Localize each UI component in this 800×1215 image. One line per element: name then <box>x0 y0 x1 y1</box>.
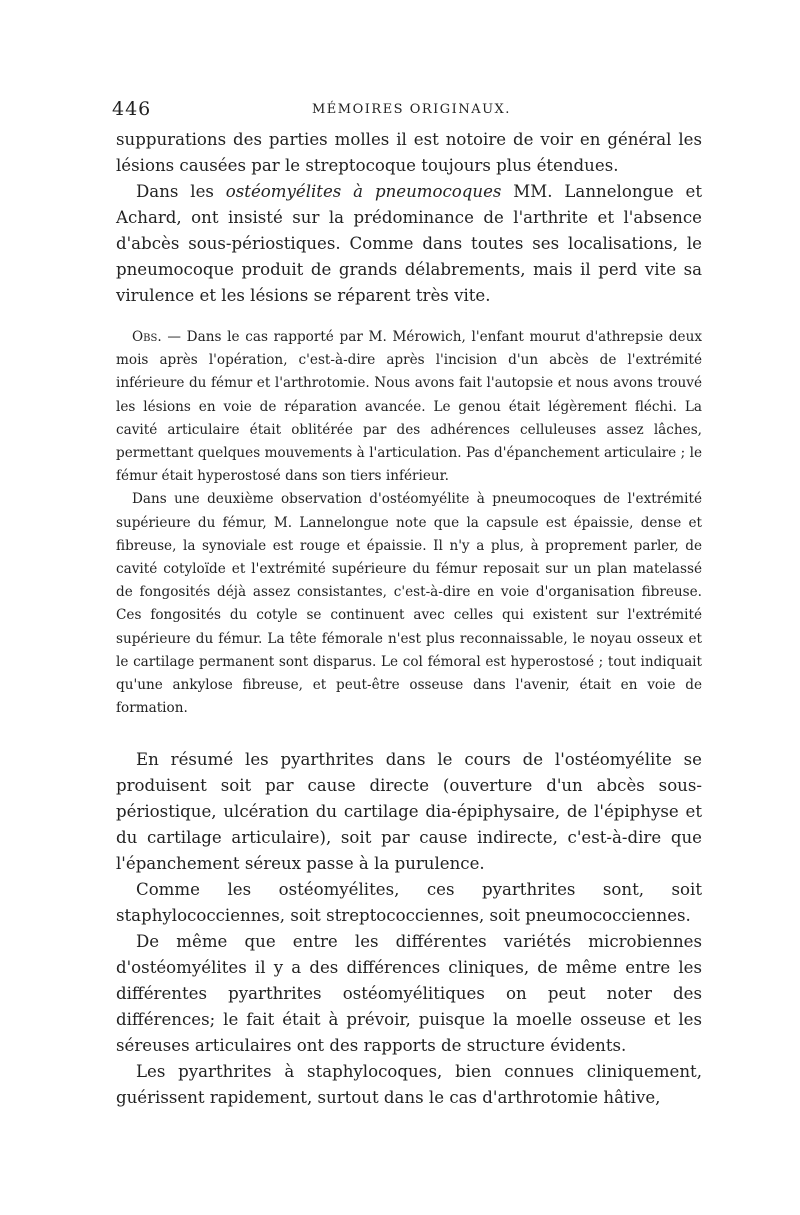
paragraph-resume: En résumé les pyarthrites dans le cours de l'ostéomyélite se produisent soit par cause directe (ouverture d'un abcès sous-périostique, ulcération du cartilage dia-épiphysaire, de l'épiphyse et du cartilage articulaire), soit par cause indirecte, c'est-à-dire que l'épanchement séreux passe à la purulence. <box>116 750 702 874</box>
paragraph-pneumocoques-lead: Dans les <box>136 182 226 201</box>
paragraph-pneumocoques-italic: ostéomyélites à pneumocoques <box>225 182 502 201</box>
observation-paragraph-2: Dans une deuxième observation d'ostéomyélite à pneumocoques de l'extrémité supérieure du fémur, M. Lannelongue note que la capsule est épaissie, dense et fibreuse, la synoviale est rouge et épaissie. Il n'y a plus, à proprement parler, de cavité cotyloïde et l'extrémité supérieure du fémur reposait sur un plan matelassé de fongosités déjà assez consistantes, c'est-à-dire en voie d'organisation fibreuse. Ces fongosités du cotyle se continuent avec celles qui existent sur l'extrémité supérieure du fémur. La tête fémorale n'est plus reconnaissable, le noyau osseux et le cartilage permanent sont disparus. Le col fémoral est hyperostosé ; tout indiquait qu'une ankylose fibreuse, et peut-être osseuse dans l'avenir, était en voie de formation. <box>116 491 702 717</box>
paragraph-pneumocoques <box>116 179 702 309</box>
page-body <box>116 127 702 1111</box>
paragraph-suppurations: suppurations des parties molles il est notoire de voir en général les lésions causées par le streptocoque toujours plus étendues. <box>116 130 702 175</box>
observation-block <box>116 326 702 720</box>
observation-text-1: — Dans le cas rapporté par M. Mérowich, l'enfant mourut d'athrepsie deux mois après l'opération, c'est-à-dire après l'incision d'un abcès de l'extrémité inférieure du fémur et l'arthrotomie. Nous avons fait l'autopsie et nous avons trouvé les lésions en voie de réparation avancée. Le genou était légèrement fléchi. La cavité articulaire était oblitérée par des adhérences celluleuses assez lâches, permettant quelques mouvements à l'articulation. Pas d'épanchement articulaire ; le fémur était hyperostosé dans son tiers inférieur. <box>116 329 702 485</box>
page-number: 446 <box>112 98 152 120</box>
running-head: MÉMOIRES ORIGINAUX. <box>312 102 511 117</box>
paragraph-pneumocoques-rest: MM. Lannelongue et Achard, ont insisté sur la prédominance de l'arthrite et l'absence d'abcès sous-périostiques. Comme dans toutes ses localisations, le pneumocoque produit de grands délabrements, mais il perd vite sa virulence et les lésions se réparent très vite. <box>116 182 702 305</box>
observation-label: Obs. <box>132 329 162 345</box>
summary-block <box>116 747 702 1111</box>
paragraph-comme: Comme les ostéomyélites, ces pyarthrites sont, soit staphylococciennes, soit streptococciennes, soit pneumococciennes. <box>116 880 702 926</box>
page-header <box>112 98 702 126</box>
paragraph-staphylocoques: Les pyarthrites à staphylocoques, bien connues cliniquement, guérissent rapidement, surtout dans le cas d'arthrotomie hâtive, <box>116 1062 702 1108</box>
observation-paragraph-1 <box>116 326 702 488</box>
paragraph-de-meme: De même que entre les différentes variétés microbiennes d'ostéomyélites il y a des différences cliniques, de même entre les différentes pyarthrites ostéomyélitiques on peut noter des différences; le fait était à prévoir, puisque la moelle osseuse et les séreuses articulaires ont des rapports de structure évidents. <box>116 932 702 1056</box>
